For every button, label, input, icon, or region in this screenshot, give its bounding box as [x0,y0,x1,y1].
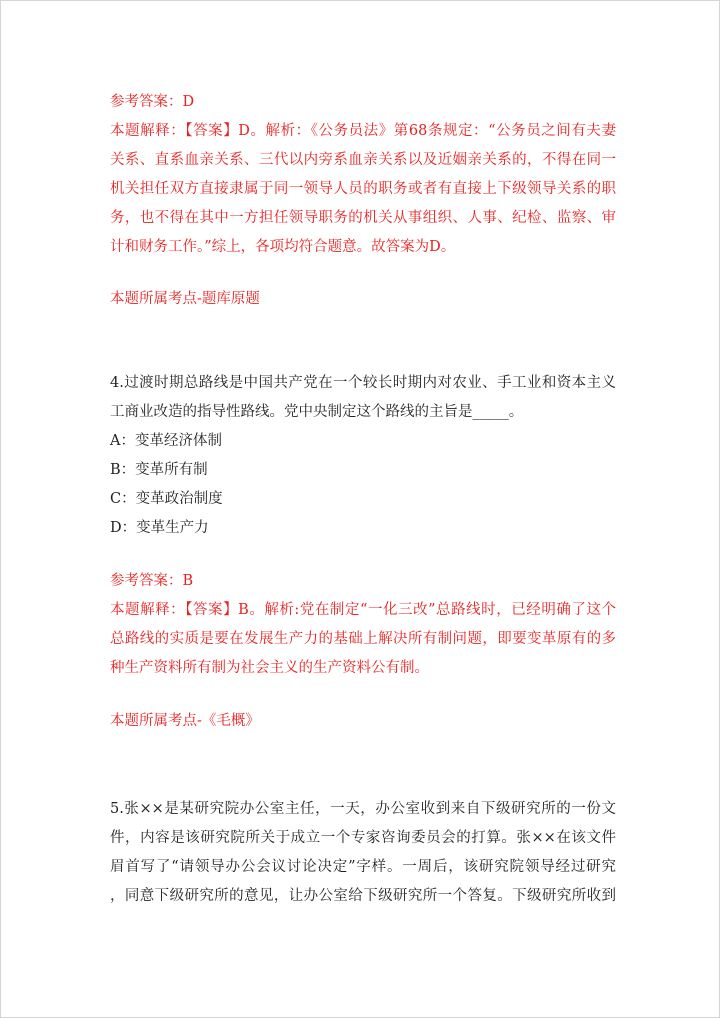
q4-topic-section [110,707,616,736]
q3-explanation-line: 机关担任双方直接隶属于同一领导人员的职务或者有直接上下级领导关系的职 [110,181,616,197]
q4-explanation-line: 种生产资料所有制为社会主义的生产资料公有制。 [110,660,429,676]
q5-question-section [110,795,616,911]
q4-answer-section [110,567,616,683]
q4-explanation-line: 本题解释：【答案】B。解析:党在制定“一化三改”总路线时，已经明确了这个 [110,602,616,618]
q3-answer: 参考答案：D [110,94,195,110]
q5-stem-line: 眉首写了“请领导办公会议讨论决定”字样。一周后，该研究院领导经过研究 [110,859,616,875]
q3-topic-section [110,285,616,314]
q4-option-d: D：变革生产力 [110,520,209,536]
q4-option-c: C：变革政治制度 [110,491,223,507]
q4-stem-line: 工商业改造的指导性路线。党中央制定这个路线的主旨是_____。 [110,404,524,420]
q3-explanation-line: 关系、直系血亲关系、三代以内旁系血亲关系以及近姻亲关系的，不得在同一 [110,152,616,168]
q4-answer: 参考答案：B [110,573,194,589]
q3-explanation-line: 本题解释：【答案】D。解析：《公务员法》第68条规定：“公务员之间有夫妻 [110,123,616,139]
q3-explanation-line: 务，也不得在其中一方担任领导职务的机关从事组织、人事、纪检、监察、审 [110,210,616,226]
q4-stem-line: 4.过渡时期总路线是中国共产党在一个较长时期内对农业、手工业和资本主义 [110,375,616,391]
q3-topic: 本题所属考点-题库原题 [110,291,260,307]
q3-explanation-line: 计和财务工作。”综上，各项均符合题意。故答案为D。 [110,239,456,255]
q4-question-section [110,369,616,543]
q3-answer-section [110,88,616,262]
q5-stem-line: 5.张××是某研究院办公室主任，一天，办公室收到来自下级研究所的一份文 [110,801,616,817]
q5-stem-line: ，同意下级研究所的意见，让办公室给下级研究所一个答复。下级研究所收到 [110,888,616,904]
q4-option-a: A：变革经济体制 [110,433,222,449]
q4-option-b: B：变革所有制 [110,462,208,478]
q4-explanation-line: 总路线的实质是要在发展生产力的基础上解决所有制问题，即要变革原有的多 [110,631,616,647]
q5-stem-line: 件，内容是该研究院所关于成立一个专家咨询委员会的打算。张××在该文件 [110,830,616,846]
q4-topic: 本题所属考点-《毛概》 [110,713,260,729]
